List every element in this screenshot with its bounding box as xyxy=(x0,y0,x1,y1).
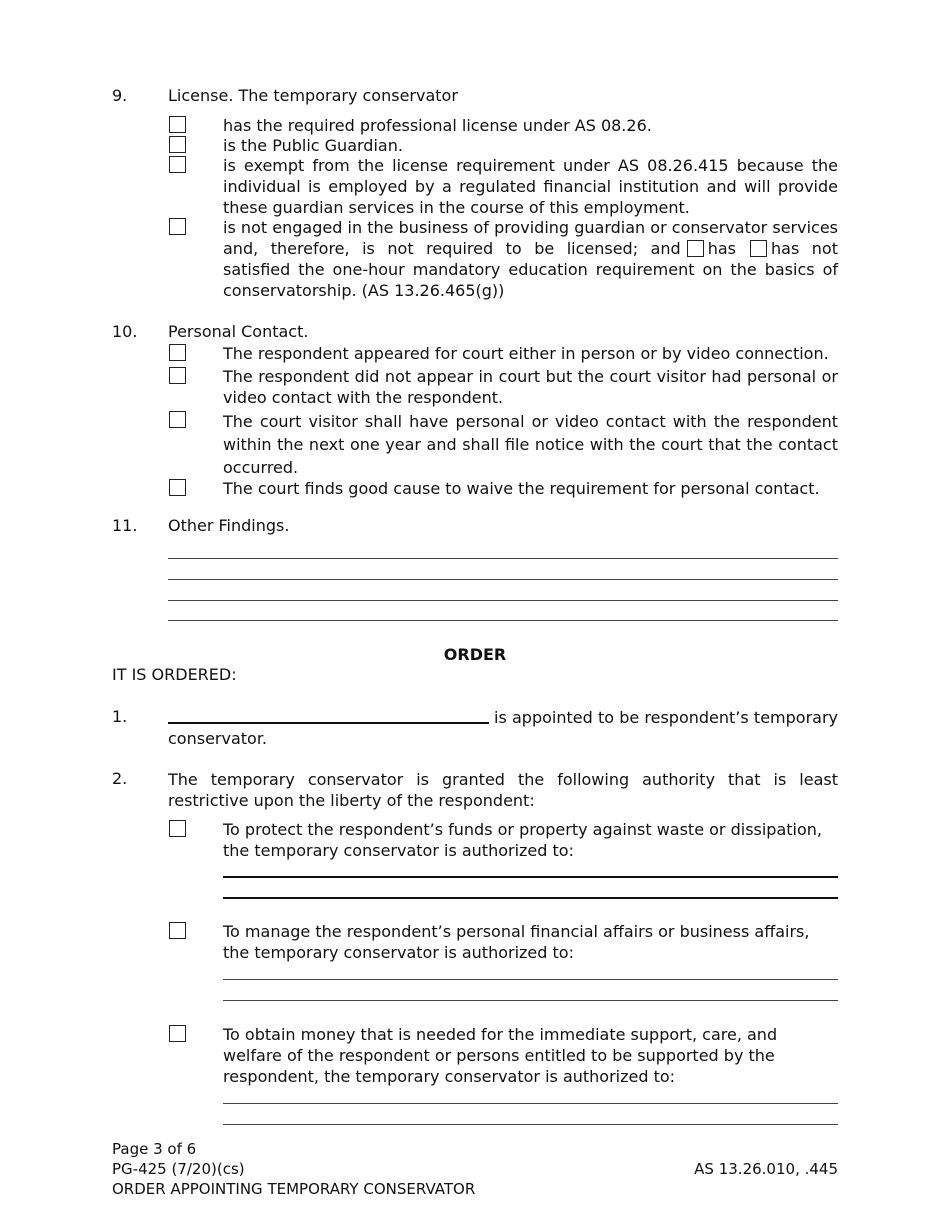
authority-option-2-line-2[interactable] xyxy=(223,1000,838,1001)
section-11-number: 11. xyxy=(112,516,138,535)
contact-option-1-label: The respondent appeared for court either in person or by video connection. xyxy=(223,344,829,363)
order-item-2-number: 2. xyxy=(112,769,128,788)
authority-option-3-line-2[interactable] xyxy=(223,1124,838,1125)
order-item-1-text: is appointed to be respondent’s temporary conservator. xyxy=(168,708,838,748)
authority-option-2-checkbox[interactable] xyxy=(169,922,186,939)
education-has-checkbox[interactable] xyxy=(687,240,704,257)
license-option-2-label: is the Public Guardian. xyxy=(223,136,403,155)
license-option-3-label: is exempt from the license requirement under AS 08.26.415 because the individual is employed by a regulated financial institution and will provide these guardian services in the course of this employment. xyxy=(223,156,838,217)
authority-option-3-label: To obtain money that is needed for the immediate support, care, and welfare of the respondent or persons entitled to be supported by the respondent, the temporary conservator is authorized to: xyxy=(223,1025,778,1086)
section-10-number: 10. xyxy=(112,322,138,341)
other-findings-line-3[interactable] xyxy=(168,600,838,601)
footer-statute: AS 13.26.010, .445 xyxy=(694,1160,838,1178)
footer-form-title: ORDER APPOINTING TEMPORARY CONSERVATOR xyxy=(112,1180,476,1198)
contact-option-4-label: The court finds good cause to waive the requirement for personal contact. xyxy=(223,479,820,498)
contact-option-2-label: The respondent did not appear in court but the court visitor had personal or video contact with the respondent. xyxy=(223,367,838,407)
section-11-heading: Other Findings. xyxy=(168,516,290,535)
authority-option-2-label: To manage the respondent’s personal financial affairs or business affairs, the temporary conservator is authorized to: xyxy=(223,922,810,962)
section-9-heading: License. The temporary conservator xyxy=(168,86,458,105)
license-option-4-text-a: is not engaged in the business of providing guardian or conservator services and, therefore, is not required to be licensed; and xyxy=(223,218,838,258)
order-title: ORDER xyxy=(443,645,507,664)
footer-page-number: Page 3 of 6 xyxy=(112,1140,197,1158)
authority-option-2-line-1[interactable] xyxy=(223,979,838,980)
license-option-2-checkbox[interactable] xyxy=(169,136,186,153)
contact-option-3-label: The court visitor shall have personal or video contact with the respondent within the next one year and shall file notice with the court that the contact occurred. xyxy=(223,412,838,477)
other-findings-line-4[interactable] xyxy=(168,620,838,621)
license-option-1-label: has the required professional license under AS 08.26. xyxy=(223,116,652,135)
license-option-4-label xyxy=(223,217,838,301)
license-option-4-text-b: satisfied the one-hour mandatory education requirement on the basics of conservatorship. (AS 13.26.465(g)) xyxy=(223,260,838,300)
education-has-not-checkbox[interactable] xyxy=(750,240,767,257)
license-option-1-checkbox[interactable] xyxy=(169,116,186,133)
footer-form-number: PG-425 (7/20)(cs) xyxy=(112,1160,245,1178)
authority-option-1-label: To protect the respondent’s funds or property against waste or dissipation, the temporary conservator is authorized to: xyxy=(223,820,822,860)
section-9-number: 9. xyxy=(112,86,128,105)
license-option-3-checkbox[interactable] xyxy=(169,156,186,173)
contact-option-1-checkbox[interactable] xyxy=(169,344,186,361)
authority-option-1-line-1[interactable] xyxy=(223,876,838,878)
education-has-not-label: has not xyxy=(771,239,838,258)
other-findings-line-2[interactable] xyxy=(168,579,838,580)
contact-option-4-checkbox[interactable] xyxy=(169,479,186,496)
authority-option-1-checkbox[interactable] xyxy=(169,820,186,837)
education-has-label: has xyxy=(707,239,736,258)
order-item-2-text: The temporary conservator is granted the following authority that is least restrictive upon the liberty of the respondent: xyxy=(168,770,838,810)
order-intro: IT IS ORDERED: xyxy=(112,665,237,684)
authority-option-1-line-2[interactable] xyxy=(223,897,838,899)
authority-option-3-checkbox[interactable] xyxy=(169,1025,186,1042)
authority-option-3-line-1[interactable] xyxy=(223,1103,838,1104)
section-10-heading: Personal Contact. xyxy=(168,322,309,341)
order-item-1-number: 1. xyxy=(112,707,128,726)
license-option-4-checkbox[interactable] xyxy=(169,218,186,235)
contact-option-3-checkbox[interactable] xyxy=(169,411,186,428)
other-findings-line-1[interactable] xyxy=(168,558,838,559)
contact-option-2-checkbox[interactable] xyxy=(169,367,186,384)
